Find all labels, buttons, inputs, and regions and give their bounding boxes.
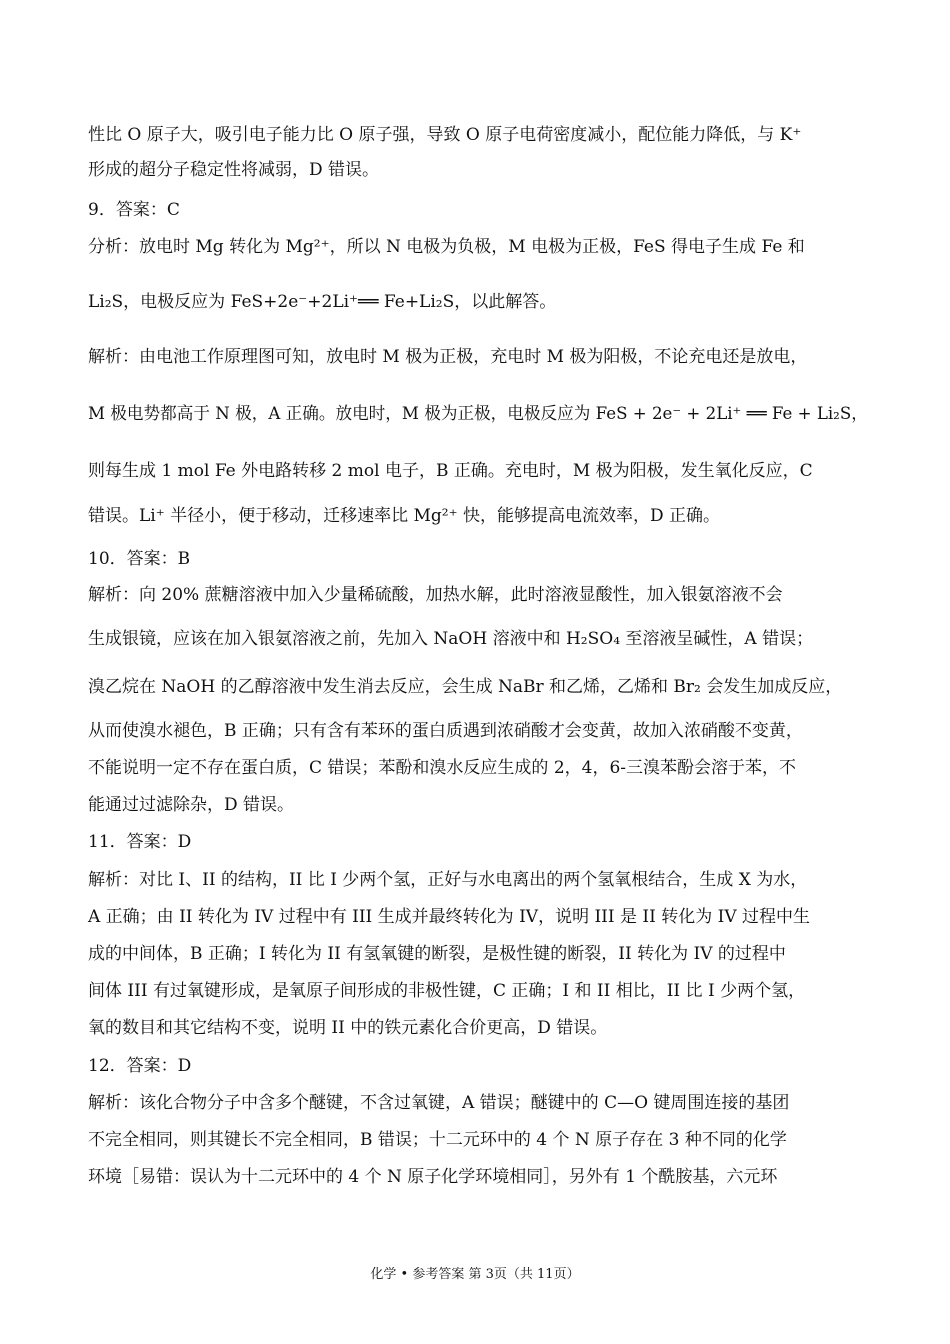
text-line: 解析：该化合物分子中含多个醚键，不含过氧键，A 错误；醚键中的 C—O 键周围连接的基团 — [88, 1093, 790, 1113]
text-line: 分析：放电时 Mg 转化为 Mg²⁺，所以 N 电极为负极，M 电极为正极，FeS 得电子生成 Fe 和 — [88, 237, 805, 257]
text-line: 解析：向 20% 蔗糖溶液中加入少量稀硫酸，加热水解，此时溶液显酸性，加入银氨溶液不会 — [88, 585, 783, 605]
text-line: Li₂S，电极反应为 FeS+2e⁻+2Li⁺══ Fe+Li₂S，以此解答。 — [88, 292, 557, 312]
text-line: 环境［易错：误认为十二元环中的 4 个 N 原子化学环境相同］，另外有 1 个酰胺基，六元环 — [88, 1167, 778, 1187]
text-line: 不能说明一定不存在蛋白质，C 错误；苯酚和溴水反应生成的 2，4，6-三溴苯酚会溶于苯，不 — [88, 758, 797, 778]
answer-heading: 12．答案：D — [88, 1056, 192, 1076]
text-line: 能通过过滤除杂，D 错误。 — [88, 795, 295, 815]
text-line: 错误。Li⁺ 半径小，便于移动，迁移速率比 Mg²⁺ 快，能够提高电流效率，D 正确。 — [88, 506, 721, 526]
text-line: 间体 III 有过氧键形成，是氧原子间形成的非极性键，C 正确；I 和 II 相比，II 比 I 少两个氢， — [88, 981, 806, 1001]
text-line: 从而使溴水褪色，B 正确；只有含有苯环的蛋白质遇到浓硝酸才会变黄，故加入浓硝酸不变黄， — [88, 721, 803, 741]
text-line: 成的中间体，B 正确；I 转化为 II 有氢氧键的断裂，是极性键的断裂，II 转化为 IV 的过程中 — [88, 944, 786, 964]
text-line: 则每生成 1 mol Fe 外电路转移 2 mol 电子，B 正确。充电时，M 极为阳极，发生氧化反应，C — [88, 461, 813, 481]
text-line: 生成银镜，应该在加入银氨溶液之前，先加入 NaOH 溶液中和 H₂SO₄ 至溶液呈碱性，A 错误； — [88, 629, 814, 649]
text-line: A 正确；由 II 转化为 IV 过程中有 III 生成并最终转化为 IV，说明 III 是 II 转化为 IV 过程中生 — [88, 907, 811, 927]
text-line: 氧的数目和其它结构不变，说明 II 中的铁元素化合价更高，D 错误。 — [88, 1018, 608, 1038]
answer-heading: 10．答案：B — [88, 549, 191, 569]
text-line: 解析：由电池工作原理图可知，放电时 M 极为正极，充电时 M 极为阳极，不论充电还是放电， — [88, 347, 808, 367]
text-line: 溴乙烷在 NaOH 的乙醇溶液中发生消去反应，会生成 NaBr 和乙烯，乙烯和 Br₂ 会发生加成反应， — [88, 677, 843, 697]
text-line: M 极电势都高于 N 极，A 正确。放电时，M 极为正极，电极反应为 FeS + 2e⁻ + 2Li⁺ ══ Fe + Li₂S， — [88, 404, 868, 424]
answer-heading: 11．答案：D — [88, 832, 192, 852]
text-line: 不完全相同，则其键长不完全相同，B 错误；十二元环中的 4 个 N 原子存在 3 种不同的化学 — [88, 1130, 787, 1150]
page-footer: 化学 • 参考答案 第 3页（共 11页） — [370, 1267, 580, 1282]
text-line: 解析：对比 I、II 的结构，II 比 I 少两个氢，正好与水电离出的两个氢氧根结合，生成 X 为水， — [88, 870, 808, 890]
answer-heading: 9．答案：C — [88, 200, 180, 220]
text-line: 性比 O 原子大，吸引电子能力比 O 原子强，导致 O 原子电荷密度减小，配位能力降低，与 K⁺ — [88, 125, 802, 145]
text-line: 形成的超分子稳定性将减弱，D 错误。 — [88, 160, 380, 180]
